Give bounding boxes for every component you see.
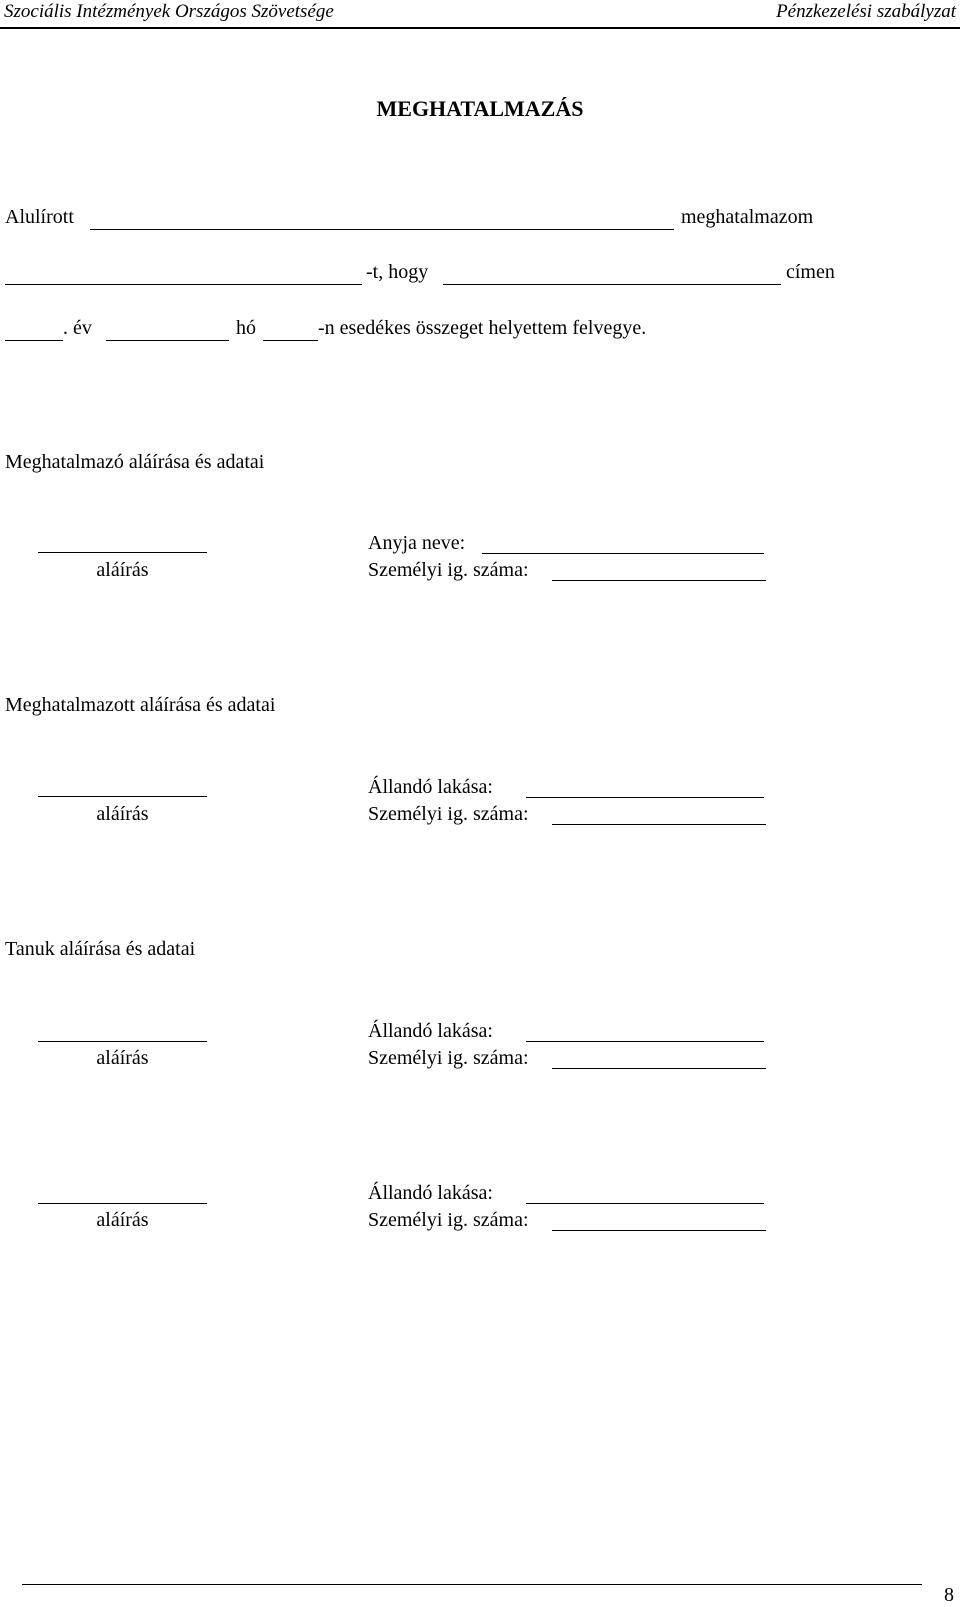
grantee-id-number-blank[interactable]: [552, 824, 766, 825]
label-ho: hó: [236, 317, 256, 339]
footer-rule: [22, 1584, 922, 1585]
grantor-signature-line[interactable]: [38, 552, 207, 553]
witness1-field-id-number: Személyi ig. száma:: [368, 1047, 529, 1069]
grantee-signature-line[interactable]: [38, 796, 207, 797]
blank-name[interactable]: [90, 229, 674, 230]
page-number: 8: [944, 1584, 954, 1606]
grantee-signature-label: aláírás: [96, 803, 149, 825]
label-cimen: címen: [786, 261, 835, 283]
label-t-hogy: -t, hogy: [366, 261, 429, 283]
witness1-address-blank[interactable]: [526, 1041, 764, 1042]
witness1-field-address: Állandó lakása:: [368, 1020, 493, 1042]
label-meghatalmazom: meghatalmazom: [681, 206, 814, 228]
page-title: MEGHATALMAZÁS: [376, 96, 584, 121]
witness2-field-address: Állandó lakása:: [368, 1182, 493, 1204]
grantor-signature-label: aláírás: [96, 559, 149, 581]
witness2-signature-line[interactable]: [38, 1203, 207, 1204]
grantee-field-address: Állandó lakása:: [368, 776, 493, 798]
grantor-field-id-number: Személyi ig. száma:: [368, 559, 529, 581]
witness2-field-id-number: Személyi ig. száma:: [368, 1209, 529, 1231]
header-organization: Szociális Intézmények Országos Szövetsége: [4, 1, 334, 22]
witness1-signature-label: aláírás: [96, 1047, 149, 1069]
grantee-field-id-number: Személyi ig. száma:: [368, 803, 529, 825]
grantor-field-mother-name: Anyja neve:: [368, 532, 466, 554]
label-alulirott: Alulírott: [5, 206, 74, 228]
grantor-mother-name-blank[interactable]: [482, 553, 764, 554]
witness2-address-blank[interactable]: [526, 1203, 764, 1204]
label-ev: . év: [63, 317, 92, 339]
witness1-id-number-blank[interactable]: [552, 1068, 766, 1069]
witness1-signature-line[interactable]: [38, 1041, 207, 1042]
blank-day[interactable]: [263, 340, 318, 341]
section-heading-witnesses: Tanuk aláírása és adatai: [5, 938, 196, 960]
blank-grantee-name[interactable]: [5, 284, 362, 285]
witness2-signature-label: aláírás: [96, 1209, 149, 1231]
witness2-id-number-blank[interactable]: [552, 1230, 766, 1231]
blank-address[interactable]: [443, 284, 781, 285]
grantee-address-blank[interactable]: [526, 797, 764, 798]
section-heading-grantee: Meghatalmazott aláírása és adatai: [5, 694, 276, 716]
label-esedekes: -n esedékes összeget helyettem felvegye.: [318, 317, 647, 339]
grantor-id-number-blank[interactable]: [552, 580, 766, 581]
section-heading-grantor: Meghatalmazó aláírása és adatai: [5, 451, 265, 473]
blank-month[interactable]: [106, 340, 229, 341]
header-document-title: Pénzkezelési szabályzat: [776, 1, 956, 22]
header-rule: [0, 27, 960, 29]
blank-year[interactable]: [5, 340, 63, 341]
